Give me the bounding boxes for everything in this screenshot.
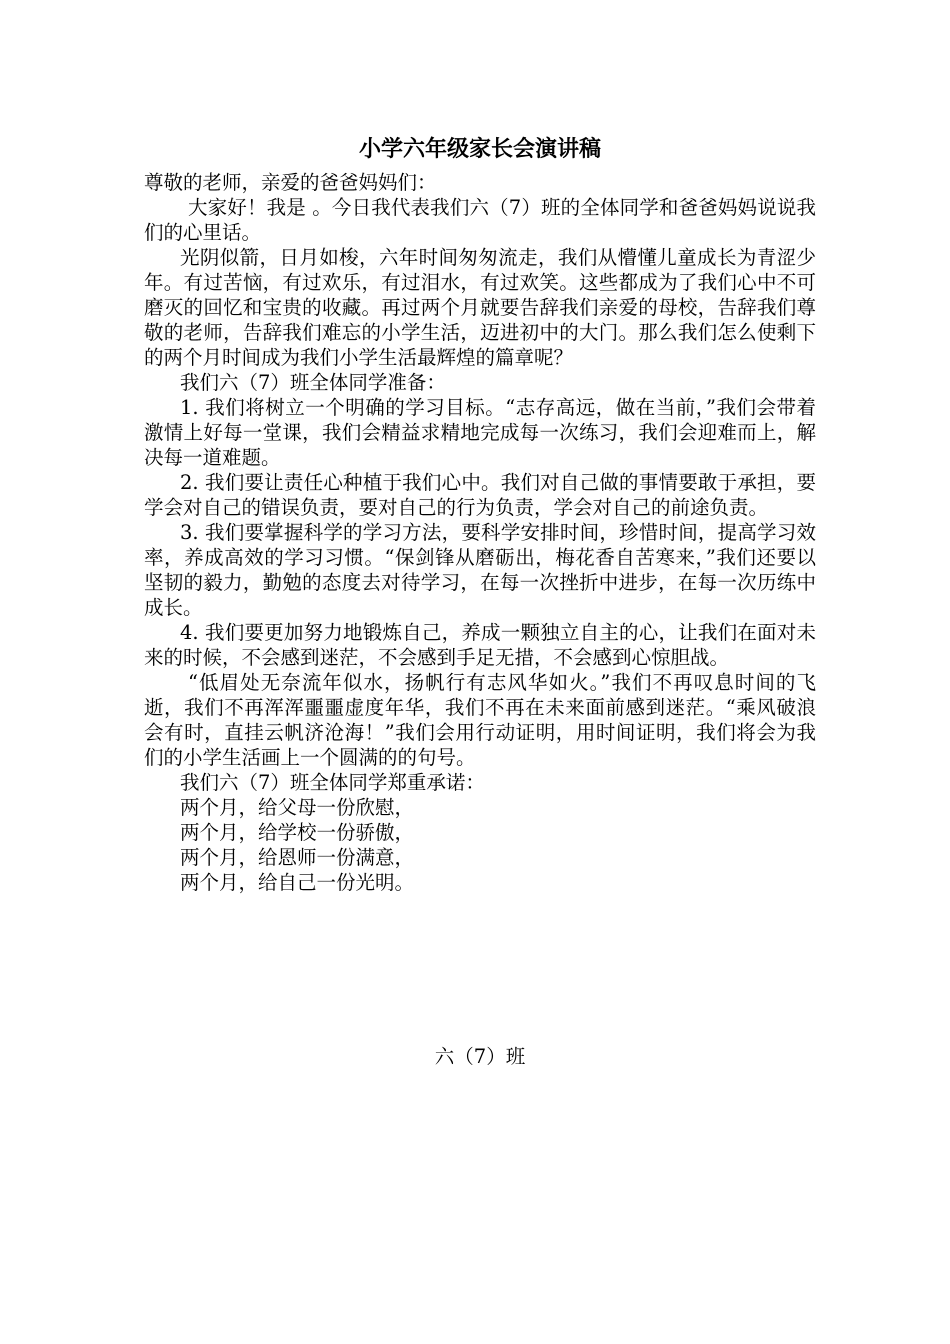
promise-line-4: 两个月，给自己一份光明。 [180,871,415,894]
greeting: 尊敬的老师，亲爱的爸爸妈妈们： [144,171,437,194]
promise-line-1: 两个月，给父母一份欣慰， [180,796,415,819]
paragraph-prepare-heading: 我们六（7）班全体同学准备： [180,371,446,394]
paragraph-intro: 大家好！我是 。今日我代表我们六（7）班的全体同学和爸爸妈妈说说我们的心里话。 [144,196,816,244]
promise-line-3: 两个月，给恩师一份满意， [180,846,415,869]
document-title: 小学六年级家长会演讲稿 [358,136,601,162]
list-item-4: 4. 我们要更加努力地锻炼自己，养成一颗独立自主的心，让我们在面对未来的时候，不会感到迷茫，不会感到手足无措，不会感到心惊胆战。 [144,621,816,669]
paragraph-quote: “低眉处无奈流年似水，扬帆行有志风华如火。”我们不再叹息时间的飞逝，我们不再浑浑噩噩虚度年华，我们不再在未来面前感到迷茫。“乘风破浪会有时，直挂云帆济沧海！”我们会用行动证明，用时间证明，我们将会为我们的小学生活画上一个圆满的的句号。 [144,671,816,769]
list-item-3: 3. 我们要掌握科学的学习方法，要科学安排时间，珍惜时间，提高学习效率，养成高效的学习习惯。“保剑锋从磨砺出，梅花香自苦寒来，”我们还要以坚韧的毅力，勤勉的态度去对待学习，在每一次挫折中进步，在每一次历练中成长。 [144,521,816,619]
document-page [144,128,816,895]
list-item-1: 1. 我们将树立一个明确的学习目标。“志存高远，做在当前，”我们会带着激情上好每一堂课，我们会精益求精地完成每一次练习，我们会迎难而上，解决每一道难题。 [144,396,816,469]
promise-line-2: 两个月，给学校一份骄傲， [180,821,415,844]
list-item-2: 2. 我们要让责任心种植于我们心中。我们对自己做的事情要敢于承担，要学会对自己的错误负责，要对自己的行为负责，学会对自己的前途负责。 [144,471,816,519]
paragraph-promise-heading: 我们六（7）班全体同学郑重承诺： [180,771,485,794]
paragraph-time: 光阴似箭，日月如梭，六年时间匆匆流走，我们从懵懂儿童成长为青涩少年。有过苦恼，有过欢乐，有过泪水，有过欢笑。这些都成为了我们心中不可磨灭的回忆和宝贵的收藏。再过两个月就要告辞我们亲爱的母校，告辞我们尊敬的老师，告辞我们难忘的小学生活，迈进初中的大门。那么我们怎么使剩下的两个月时间成为我们小学生活最辉煌的篇章呢？ [144,246,816,369]
document-body [144,170,816,895]
signature: 六（7）班 [434,1045,526,1068]
